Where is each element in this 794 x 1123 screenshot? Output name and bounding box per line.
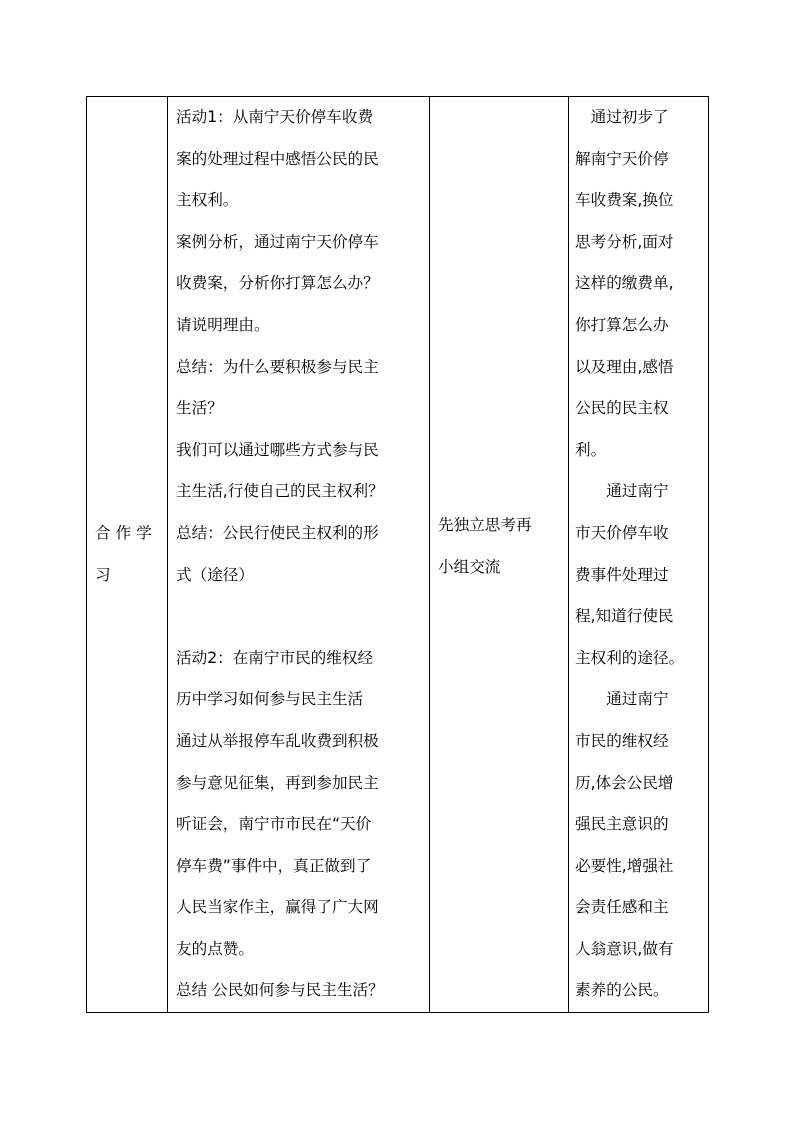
stage-label: 合作学习 bbox=[95, 523, 157, 584]
teaching-content-text: 活动1：从南宁天价停车收费 案的处理过程中感悟公民的民 主权利。 案例分析，通过南宁天价停车 收费案，分析你打算怎么办？ 请说明理由。 总结：为什么要积极参与民主 生活？ 我们可以通过哪些方式参与民 主生活,行使自己的民主权利？ 总结：公民行使民主权利的形 式（途径） 活动2：在南宁市民的维权经 历中学习如何参与民主生活 通过从举报停车乱收费到积极 参与意见征集，再到参加民主 听证会，南宁市市民在“天价 停车费”事件中，真正做到了 人民当家作主，赢得了广大网 友的点赞。 总结 公民如何参与民主生活？ bbox=[176, 108, 384, 1000]
student-activity-cell bbox=[430, 97, 569, 1013]
lesson-plan-table bbox=[86, 96, 709, 1013]
student-activity-text: 先独立思考再 小组交流 bbox=[438, 515, 532, 576]
stage-cell bbox=[87, 97, 168, 1013]
design-intent-text: 通过初步了 解南宁天价停 车收费案,换位 思考分析,面对 这样的缴费单, 你打算怎么办 以及理由,感悟 公民的民主权 利。 通过南宁 市天价停车收 费事件处理过 程,知道行使民 主权利的途径。 通过南宁 市民的维权经 历,体会公民增 强民主意识的 必要性,增强社 会责任感和主 人翁意识,做有 素养的公民。 bbox=[575, 108, 685, 1000]
teaching-content-cell bbox=[168, 97, 430, 1013]
design-intent-cell bbox=[569, 97, 709, 1013]
table-row bbox=[87, 97, 709, 1013]
